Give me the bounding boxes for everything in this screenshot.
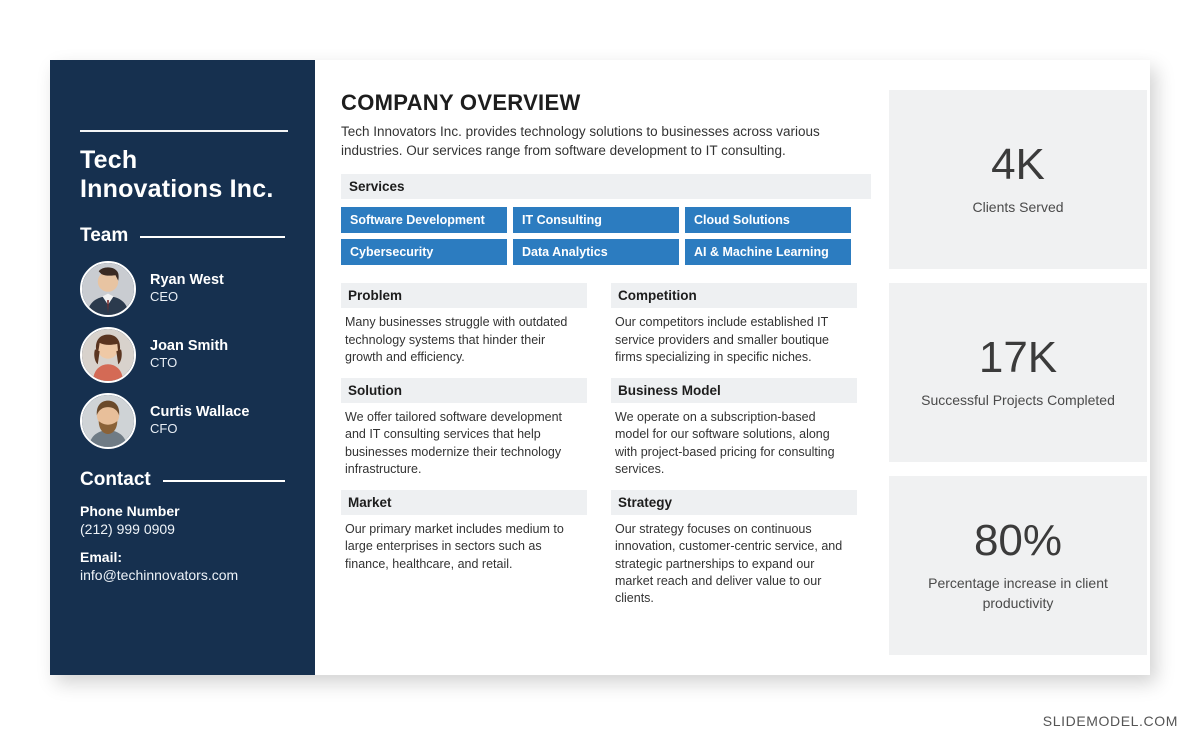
watermark: SLIDEMODEL.COM	[1042, 713, 1178, 729]
stat-card-clients	[889, 90, 1147, 269]
service-chip[interactable]: Cybersecurity	[341, 239, 507, 265]
sections-grid	[341, 283, 871, 619]
contact-heading-label: Contact	[80, 468, 151, 490]
contact-block	[80, 503, 285, 583]
service-chip[interactable]: IT Consulting	[513, 207, 679, 233]
list-item[interactable]	[80, 393, 285, 449]
section-heading-business-model: Business Model	[611, 378, 857, 403]
email-value[interactable]: info@techinnovators.com	[80, 566, 239, 583]
contact-heading-divider	[163, 480, 285, 482]
member-name: Curtis Wallace	[150, 403, 250, 420]
section-heading-strategy: Strategy	[611, 490, 857, 515]
stat-card-projects	[889, 283, 1147, 462]
member-text	[150, 337, 228, 372]
main-content	[315, 60, 1173, 675]
phone-value[interactable]: (212) 999 0909	[80, 520, 175, 537]
member-name: Ryan West	[150, 271, 224, 288]
section-body-solution: We offer tailored software development and IT consulting services that help businesses modernize their technology infrastructure.	[345, 410, 563, 476]
section-heading-market: Market	[341, 490, 587, 515]
section-body-competition: Our competitors include established IT service providers and smaller boutique firms specializing in specific niches.	[615, 315, 829, 364]
services-heading: Services	[341, 174, 871, 199]
sidebar-top-divider	[80, 130, 288, 132]
slide-card	[50, 60, 1150, 675]
team-heading-label: Team	[80, 224, 129, 246]
page-title: COMPANY OVERVIEW	[341, 90, 581, 115]
stat-value: 4K	[991, 139, 1045, 189]
list-item[interactable]	[80, 261, 285, 317]
member-text	[150, 403, 249, 438]
sections-left-column	[341, 283, 587, 619]
section-body-business-model: We operate on a subscription-based model for our software solutions, along with project-based pricing for consulting services.	[615, 410, 835, 476]
section-body-market: Our primary market includes medium to large enterprises in sectors such as finance, healthcare, and retail.	[345, 522, 564, 571]
section-body-problem: Many businesses struggle with outdated technology systems that hinder their growth and efficiency.	[345, 315, 568, 364]
company-name: Tech Innovations Inc.	[80, 146, 274, 204]
member-name: Joan Smith	[150, 337, 229, 354]
member-text	[150, 271, 224, 306]
sections-right-column	[611, 283, 857, 619]
service-chip[interactable]: Cloud Solutions	[685, 207, 851, 233]
intro-paragraph: Tech Innovators Inc. provides technology solutions to businesses across various industries. Our services range from software development to IT consulting.	[341, 124, 820, 159]
list-item[interactable]	[80, 327, 285, 383]
phone-label: Phone Number	[80, 502, 180, 519]
section-heading-problem: Problem	[341, 283, 587, 308]
stat-card-productivity	[889, 476, 1147, 655]
stats-column	[889, 90, 1147, 655]
member-role: CEO	[150, 289, 179, 305]
member-role: CFO	[150, 421, 178, 437]
avatar	[80, 393, 136, 449]
stat-label: Clients Served	[972, 198, 1064, 215]
section-body-strategy: Our strategy focuses on continuous innovation, customer-centric service, and strategic partnerships to expand our market reach and deliver value to our clients.	[615, 522, 843, 606]
email-label: Email:	[80, 548, 123, 565]
service-chip[interactable]: AI & Machine Learning	[685, 239, 851, 265]
team-heading	[80, 225, 285, 247]
contact-heading	[80, 469, 285, 491]
stat-value: 80%	[973, 515, 1063, 565]
service-chip[interactable]: Data Analytics	[513, 239, 679, 265]
stat-label: Successful Projects Completed	[921, 391, 1115, 408]
section-heading-competition: Competition	[611, 283, 857, 308]
avatar	[80, 261, 136, 317]
sidebar	[50, 60, 315, 675]
team-heading-divider	[140, 236, 285, 238]
overview-column	[341, 90, 871, 655]
stat-value: 17K	[978, 332, 1058, 382]
section-heading-solution: Solution	[341, 378, 587, 403]
avatar	[80, 327, 136, 383]
member-role: CTO	[150, 355, 178, 371]
stat-label: Percentage increase in client productivity	[928, 575, 1108, 611]
services-chip-list	[341, 207, 871, 265]
service-chip[interactable]: Software Development	[341, 207, 507, 233]
team-list	[80, 261, 285, 449]
